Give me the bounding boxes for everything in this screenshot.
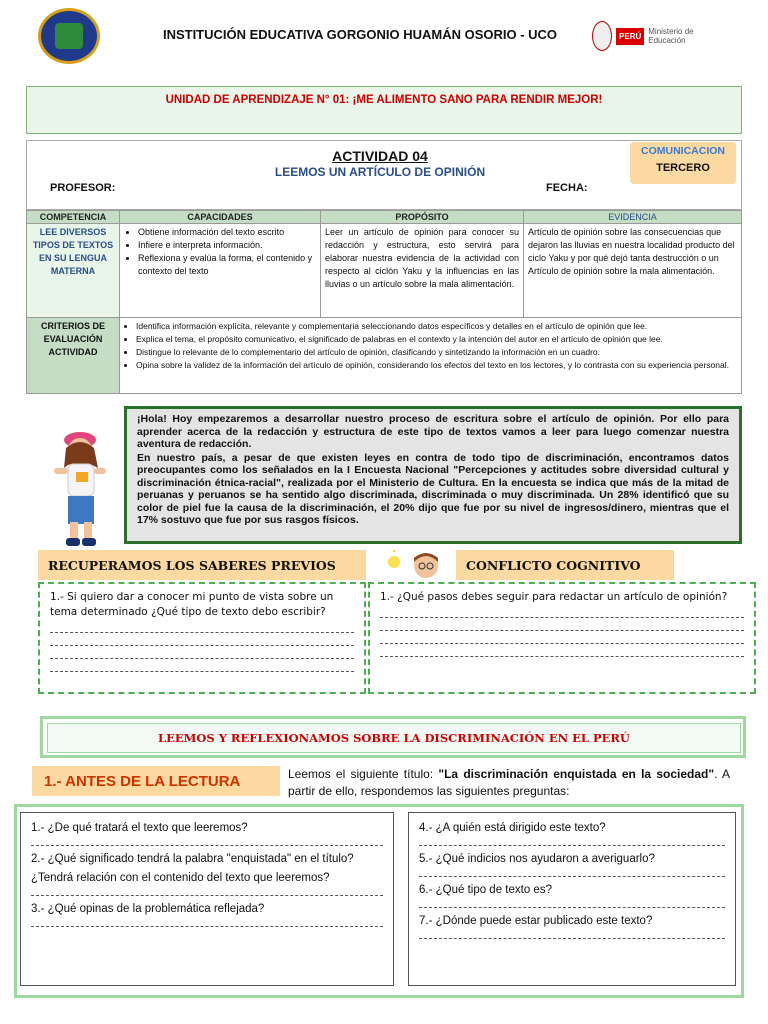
area-name: COMUNICACION xyxy=(641,145,725,157)
activity-title: ACTIVIDAD 04 xyxy=(332,148,428,164)
antes-banner: 1.- ANTES DE LA LECTURA xyxy=(32,766,280,796)
reading-title: "La discriminación enquistada en la sociedad" xyxy=(438,767,715,781)
peru-seal-icon xyxy=(592,21,612,51)
criterios-label: CRITERIOS DE EVALUACIÓN ACTIVIDAD xyxy=(27,318,120,394)
criterios-cell xyxy=(120,318,742,394)
answer-line[interactable] xyxy=(50,633,354,646)
saberes-banner: RECUPERAMOS LOS SABERES PREVIOS xyxy=(38,550,366,580)
answer-line[interactable] xyxy=(31,919,383,927)
questions-right-column xyxy=(408,812,736,986)
criterio-item: • Explica el tema, el propósito comunicativo, el significado de palabras en el contexto y la intención del autor en el artículo de opinión que lee. xyxy=(136,333,737,346)
question-item: 3.- ¿Qué opinas de la problemática reflejada? xyxy=(31,903,265,915)
question-item: 2.- ¿Qué significado tendrá la palabra "enquistada" en el título? ¿Tendrá relación con el contenido del texto que leeremos? xyxy=(31,853,354,884)
question-item: 5.- ¿Qué indicios nos ayudaron a averiguarlo? xyxy=(419,853,655,865)
institution-title: INSTITUCIÓN EDUCATIVA GORGONIO HUAMÁN OSORIO - UCO xyxy=(162,27,558,42)
question-item: 4.- ¿A quién está dirigido este texto? xyxy=(419,822,606,834)
competencia-cell: LEE DIVERSOS TIPOS DE TEXTOS EN SU LENGUA MATERNA xyxy=(27,224,120,318)
saberes-question-box xyxy=(38,582,366,694)
student-girl-illustration xyxy=(40,418,130,550)
peru-label: PERÚ xyxy=(616,28,644,45)
answer-line[interactable] xyxy=(419,900,725,908)
antes-intro-b: . A partir de ello, respondemos las siguientes preguntas: xyxy=(288,767,730,798)
answer-line[interactable] xyxy=(380,631,744,644)
intro-paragraph: En nuestro país, a pesar de que existen leyes en contra de todo tipo de discriminación, encontramos datos preocupantes como los señalados en la I Encuesta Nacional "Percepciones y actitudes sobre diversidad cultural y discriminación étnica-racial", realizada por el Ministerio de Cultura. En la encuesta se indica que más de la mitad de peruanas y peruanos se ha sentido algo discriminada, discriminada o muy discriminada. Un 28% identificó que su color de piel fue la causa de la discriminación, el 20% dijo que fue por su nivel de ingresos/dinero, mientras que el 17% sostuvo que fue por sus rasgos físicos. xyxy=(137,451,729,526)
answer-line[interactable] xyxy=(50,659,354,672)
activity-subtitle: LEEMOS UN ARTÍCULO DE OPINIÓN xyxy=(274,165,486,179)
question-item: 6.- ¿Qué tipo de texto es? xyxy=(419,884,552,896)
answer-line[interactable] xyxy=(380,605,744,618)
capacidad-item: • Infiere e interpreta información. xyxy=(138,239,316,252)
antes-intro xyxy=(288,766,730,800)
school-logo xyxy=(38,8,100,64)
profesor-label: PROFESOR: xyxy=(50,182,116,194)
answer-line[interactable] xyxy=(50,646,354,659)
answer-line[interactable] xyxy=(380,618,744,631)
answer-line[interactable] xyxy=(419,838,725,846)
grade-label: TERCERO xyxy=(656,162,710,174)
answer-line[interactable] xyxy=(31,888,383,896)
header-competencia: COMPETENCIA xyxy=(27,211,120,224)
capacidad-item: • Obtiene información del texto escrito xyxy=(138,226,316,239)
ministry-label: Ministerio de Educación xyxy=(648,27,694,45)
intro-box xyxy=(124,406,742,544)
ministry-logo xyxy=(592,20,712,52)
answer-line[interactable] xyxy=(50,620,354,633)
answer-line[interactable] xyxy=(419,869,725,877)
question-item: 1.- ¿De qué tratará el texto que leeremos? xyxy=(31,822,248,834)
conflicto-question-box xyxy=(368,582,756,694)
header-evidencia: EVIDENCIA xyxy=(524,211,742,224)
criterio-item: • Identifica información explícita, relevante y complementaria seleccionando datos específicos y detalles en el artículo de opinión que lee. xyxy=(136,320,737,333)
questions-left-column xyxy=(20,812,394,986)
leemos-heading-box xyxy=(40,716,746,758)
capacidades-cell xyxy=(120,224,321,318)
conflicto-banner: CONFLICTO COGNITIVO xyxy=(456,550,674,580)
answer-line[interactable] xyxy=(31,838,383,846)
question-item: 7.- ¿Dónde puede estar publicado este texto? xyxy=(419,915,653,927)
antes-intro-a: Leemos el siguiente título: xyxy=(288,767,439,781)
intro-paragraph: ¡Hola! Hoy empezaremos a desarrollar nuestro proceso de escritura sobre el artículo de opinión. Por ello para aprender acerca de la redacción y estructura de este tipo de textos vamos a leer para luego comenzar nuestra aventura de redacción. xyxy=(137,413,729,450)
unit-title: UNIDAD DE APRENDIZAJE N° 01: ¡ME ALIMENTO SANO PARA RENDIR MEJOR! xyxy=(165,94,603,106)
criterio-item: • Opina sobre la validez de la información del artículo de opinión, considerando los efectos del texto en los lectores, y lo contrasta con su experiencia personal. xyxy=(136,359,737,372)
leemos-heading: LEEMOS Y REFLEXIONAMOS SOBRE LA DISCRIMINACIÓN EN EL PERÚ xyxy=(47,723,741,753)
fecha-label: FECHA: xyxy=(546,182,588,194)
capacidad-item: • Reflexiona y evalúa la forma, el contenido y contexto del texto xyxy=(138,252,316,278)
header-proposito: PROPÓSITO xyxy=(321,211,524,224)
evidencia-cell: Artículo de opinión sobre las consecuencias que dejaron las lluvias en nuestra localidad producto del ciclo Yaku y por qué dejó tanta destrucción o un Artículo de opinión sobre la mala alimentación. xyxy=(524,224,742,318)
header-capacidades: CAPACIDADES xyxy=(120,211,321,224)
answer-line[interactable] xyxy=(419,931,725,939)
criterio-item: • Distingue lo relevante de lo complementario del artículo de opinión, clasificando y sintetizando la información en un cuadro. xyxy=(136,346,737,359)
proposito-cell: Leer un artículo de opinión para conocer su redacción y estructura, esto servirá para elaborar nuestra evidencia de la actividad con respecto al ciclón Yaku y la influencias en las lluvias o un artículo sobre la mala alimentación. xyxy=(321,224,524,318)
competency-table xyxy=(26,210,742,394)
thinking-boy-illustration xyxy=(380,550,452,580)
saberes-question: 1.- Si quiero dar a conocer mi punto de vista sobre un tema determinado ¿Qué tipo de texto debo escribir? xyxy=(50,591,334,618)
conflicto-question: 1.- ¿Qué pasos debes seguir para redactar un artículo de opinión? xyxy=(380,591,728,603)
answer-line[interactable] xyxy=(380,644,744,657)
